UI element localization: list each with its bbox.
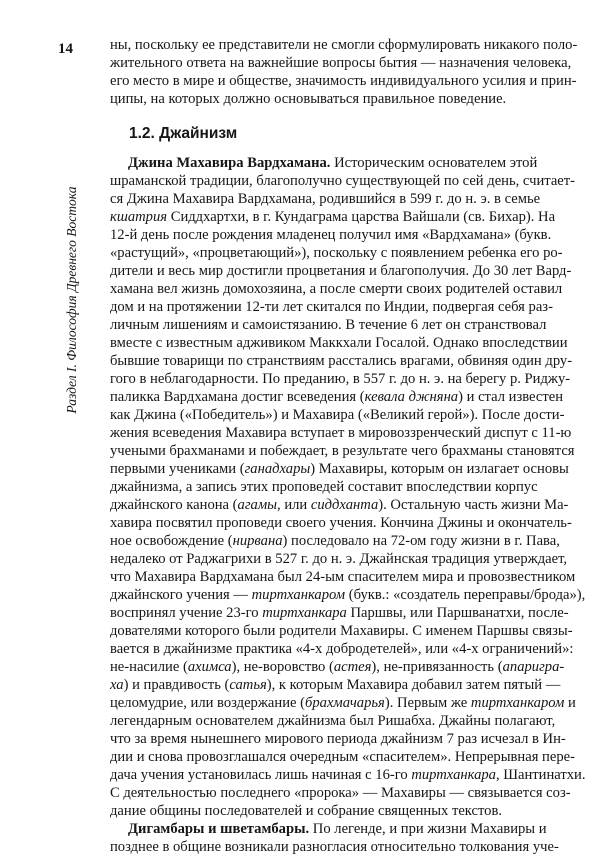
text-line: бывшие товарищи по странствиям расстались врагами, обвиняя один дру- <box>110 353 573 369</box>
text-line: воспринял учение 23-го тиртханкара Паршвы, или Паршванатхи, после- <box>110 605 569 621</box>
paragraph-first-line <box>110 154 538 172</box>
text-line: кшатрия Сиддхартхи, в г. Кундаграма царства Вайшали (св. Бихар). На <box>110 209 556 225</box>
text-line: дители и весь мир достигли процветания и благополучия. До 30 лет Вард- <box>110 263 572 279</box>
text-line: дом и на протяжении 12-ти лет скитался по Индии, подвергая себя раз- <box>110 299 553 315</box>
text-line: дание общины последователей и собрание священных текстов. <box>110 803 503 819</box>
text-line: вается в джайнизме практика «4-х добродетелей», или «4-х ограничений»: <box>110 641 574 657</box>
text-line: его место в мире и обществе, значимость индивидуального усилия и прин- <box>110 73 577 89</box>
text-line: ха) и правдивость (сатья), к которым Махавира добавил затем пятый — <box>110 677 561 693</box>
text-line: дии и снова провозглашался очередным «спасителем». Непрерывная пере- <box>110 749 575 765</box>
text-line: целомудрие, или воздержание (брахмачарья). Первым же тиртханкаром и <box>110 695 576 711</box>
text-line: дователями которого были родители Махавиры. С именем Паршвы связы- <box>110 623 573 639</box>
text-line: джайнизма, а запись этих проповедей составит впоследствии корпус <box>110 479 538 495</box>
text-line: вместе с известным адживиком Маккхали Госалой. Однако впоследствии <box>110 335 568 351</box>
text-line: хавира посвятил проповеди своего учения. Кончина Джины и окончатель- <box>110 515 572 531</box>
text-line: как Джина («Победитель») и Махавира («Великий герой»). После дости- <box>110 407 565 423</box>
text-line: жительного ответа на важнейшие вопросы бытия — назначения человека, <box>110 55 572 71</box>
text-line: шраманской традиции, благополучно существующей по сей день, считает- <box>110 173 576 189</box>
text-line: хамана вел жизнь домохозяина, а после смерти своих родителей оставил <box>110 281 563 297</box>
text-fragment: По легенде, и при жизни Махавиры и <box>312 821 547 837</box>
text-line: ся Джина Махавира Вардхамана, родившийся в 599 г. до н. э. в семье <box>110 191 541 207</box>
run-in-heading: Дигамбары и шветамбары. <box>128 821 310 837</box>
body-text <box>110 36 586 856</box>
paragraph-mahavira <box>110 154 586 820</box>
text-fragment: Историческим основателем этой <box>334 155 538 171</box>
text-line: дача учения установилась лишь начиная с 16-го тиртханкара, Шантинатхи. <box>110 767 586 783</box>
text-line: позднее в общине возникали разногласия относительно толкования уче- <box>110 839 559 855</box>
text-line: что за время нынешнего мирового периода джайнизм 7 раз исчезал в Ин- <box>110 731 566 747</box>
text-line: ны, поскольку ее представители не смогли сформулировать никакого поло- <box>110 37 578 53</box>
text-line: не-насилие (ахимса), не-воровство (астея), не-привязанность (апаригра- <box>110 659 565 675</box>
text-line: личным лишениям и самоистязанию. В течение 6 лет он странствовал <box>110 317 547 333</box>
text-line: первыми учениками (ганадхары) Махавиры, которым он излагает основы <box>110 461 569 477</box>
text-line: «растущий», «процветающий»), поскольку с появлением ребенка его ро- <box>110 245 563 261</box>
section-heading: 1.2. Джайнизм <box>129 125 238 142</box>
intro-paragraph <box>110 36 578 108</box>
text-line: паликка Вардхамана достиг всеведения (кевала джняна) и стал известен <box>110 389 564 405</box>
text-line: что Махавира Вардхамана был 24-ым спасителем мира и провозвестником <box>110 569 576 585</box>
text-line: С деятельностью последнего «пророка» — Махавиры — связывается соз- <box>110 785 571 801</box>
text-line: 12-й день после рождения младенец получил имя «Вардхамана» (букв. <box>110 227 552 243</box>
paragraph-digambara <box>110 820 559 856</box>
text-line: ное освобождение (нирвана) последовало на 72-ом году жизни в г. Пава, <box>110 533 560 549</box>
text-line: недалеко от Раджагрихи в 527 г. до н. э. Джайнская традиция утверждает, <box>110 551 568 567</box>
text-line: гого в неблагодарности. По преданию, в 557 г. до н. э. на берегу р. Риджу- <box>110 371 571 387</box>
text-line: джайнского канона (агамы, или сиддханта). Остальную часть жизни Ма- <box>110 497 569 513</box>
run-in-heading: Джина Махавира Вардхамана. <box>128 155 331 171</box>
text-line: учеными брахманами и побеждает, в результате чего брахманы становятся <box>110 443 575 459</box>
text-line: ципы, на которых должно основываться правильное поведение. <box>110 91 507 107</box>
text-line: жения всеведения Махавира вступает в мировоззренческий диспут с 11-ю <box>110 425 572 441</box>
text-line: легендарным основателем джайнизма был Ришабха. Джайны полагают, <box>110 713 556 729</box>
page-number: 14 <box>58 41 73 57</box>
running-head-text: Раздел I. Философия Древнего Востока <box>64 186 79 414</box>
paragraph-first-line <box>110 820 547 838</box>
text-line: джайнского учения — тиртханкаром (букв.: «создатель переправы/брода»), <box>110 587 586 603</box>
